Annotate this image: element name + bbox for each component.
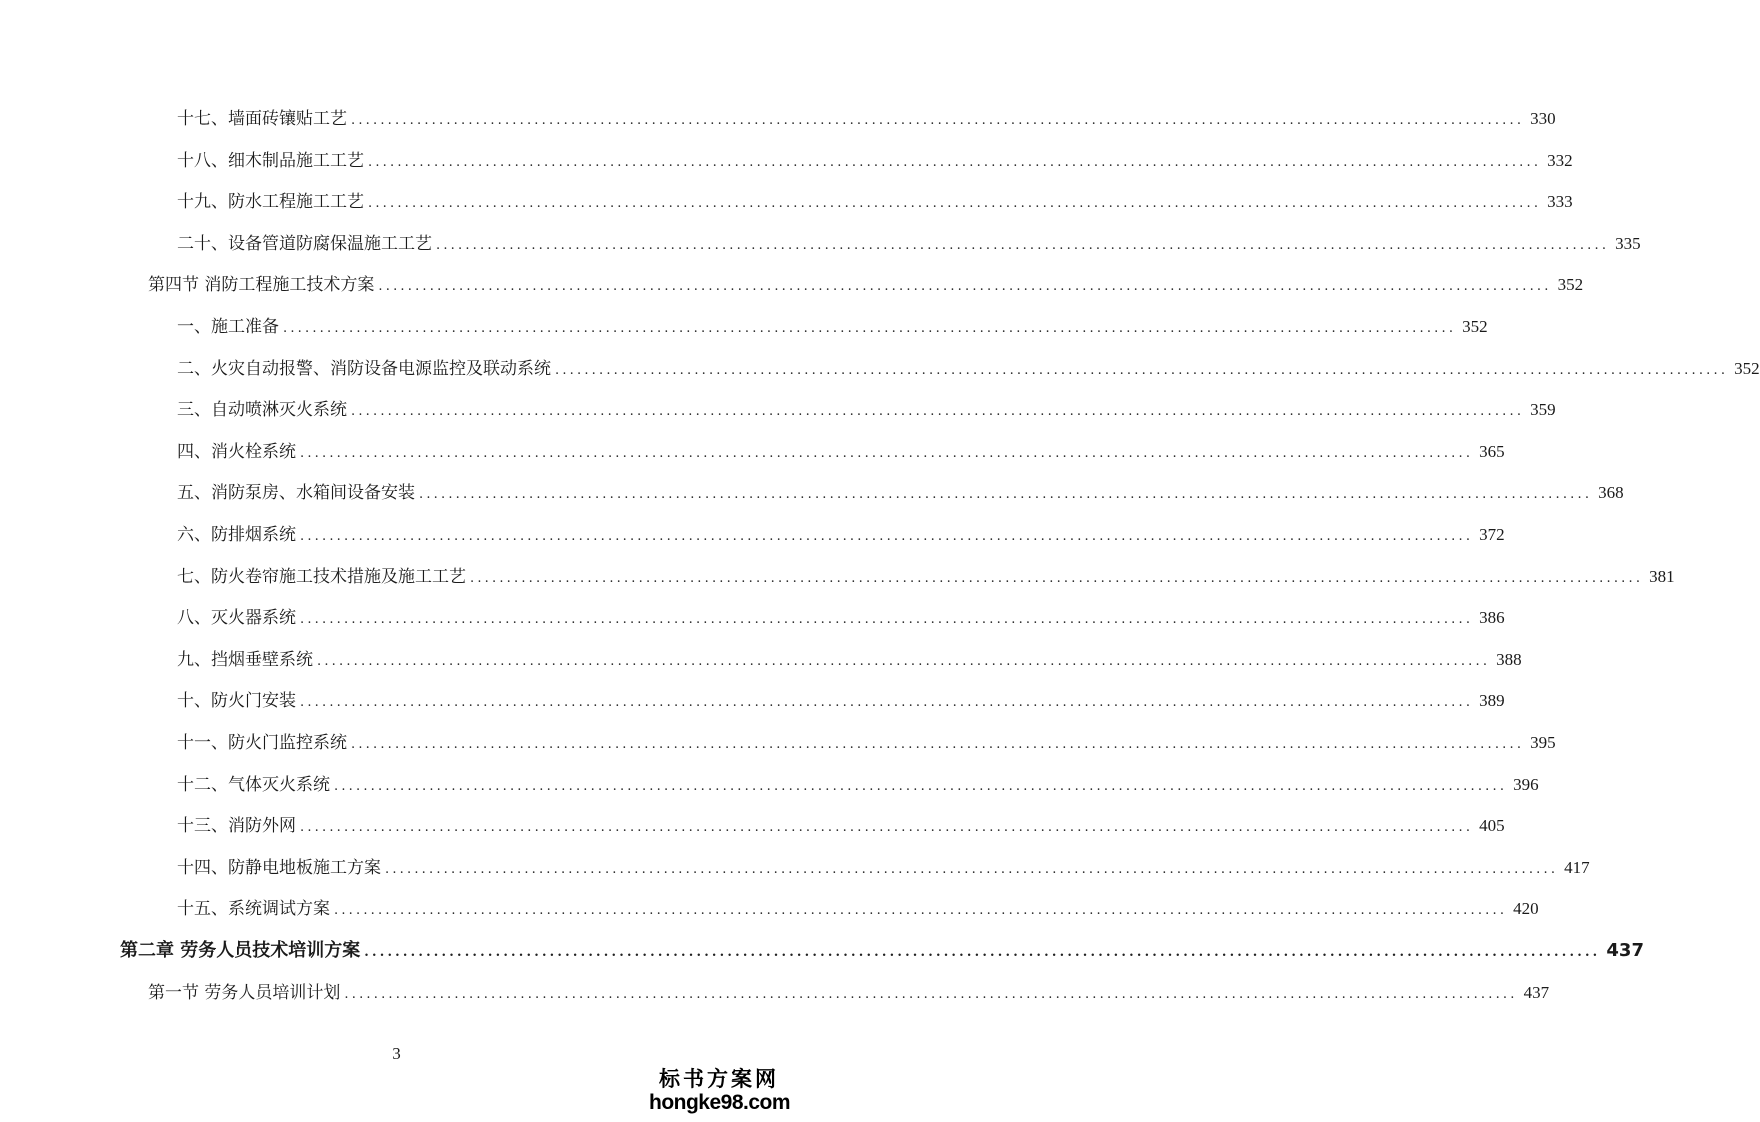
toc-entry[interactable] <box>177 727 1556 755</box>
toc-entry[interactable] <box>177 228 1641 256</box>
toc-entry[interactable] <box>177 685 1505 713</box>
toc-entry-page: 368 <box>1598 483 1624 502</box>
dot-leader: ................................................................................................................................................................ <box>300 820 1474 835</box>
toc-entry-title: 四、消火栓系统 <box>177 442 296 462</box>
dot-leader: ................................................................................................................................................................ <box>378 279 1552 294</box>
dot-leader: ................................................................................................................................................................ <box>317 654 1491 669</box>
toc-entry-page: 420 <box>1513 899 1539 918</box>
toc-entry-title: 五、消防泵房、水箱间设备安装 <box>177 483 415 503</box>
toc-entry[interactable] <box>177 519 1505 547</box>
dot-leader: ................................................................................................................................................................ <box>334 903 1508 918</box>
toc-entry-title: 十四、防静电地板施工方案 <box>177 858 381 878</box>
toc-entry-page: 437 <box>1606 940 1644 961</box>
dot-leader: ................................................................................................................................................................ <box>283 321 1457 336</box>
toc-entry-title: 二十、设备管道防腐保温施工工艺 <box>177 234 432 254</box>
toc-entry-title: 十一、防火门监控系统 <box>177 733 347 753</box>
toc-entry-title: 八、灭火器系统 <box>177 608 296 628</box>
toc-entry-title: 一、施工准备 <box>177 317 279 337</box>
page-number: 3 <box>392 1044 401 1063</box>
toc-entry[interactable] <box>177 145 1573 173</box>
toc-entry[interactable] <box>177 436 1505 464</box>
toc-entry-page: 396 <box>1513 775 1539 794</box>
toc-entry[interactable] <box>177 893 1539 921</box>
toc-entry-title: 十九、防水工程施工工艺 <box>177 192 364 212</box>
dot-leader: ................................................................................................................................................................ <box>368 196 1542 211</box>
toc-entry-page: 365 <box>1479 442 1505 461</box>
toc-entry-page: 372 <box>1479 525 1505 544</box>
toc-entry[interactable] <box>177 311 1488 339</box>
dot-leader: ................................................................................................................................................................ <box>364 945 1601 960</box>
toc-entry-title: 十七、墙面砖镶贴工艺 <box>177 109 347 129</box>
toc-entry[interactable] <box>177 561 1675 589</box>
toc-entry[interactable] <box>177 186 1573 214</box>
dot-leader: ................................................................................................................................................................ <box>351 113 1525 128</box>
toc-entry-page: 437 <box>1523 983 1550 1002</box>
toc-entry-page: 395 <box>1530 733 1556 752</box>
dot-leader: ................................................................................................................................................................ <box>300 612 1474 627</box>
toc-entry-page: 333 <box>1547 192 1573 211</box>
toc-entry-title: 十八、细木制品施工工艺 <box>177 151 364 171</box>
toc-entry[interactable] <box>177 394 1556 422</box>
toc-entry[interactable] <box>148 977 1550 1005</box>
toc-entry-title: 九、挡烟垂壁系统 <box>177 650 313 670</box>
watermark <box>649 1067 789 1115</box>
dot-leader: ................................................................................................................................................................ <box>351 404 1525 419</box>
toc-entry-title: 十五、系统调试方案 <box>177 899 330 919</box>
dot-leader: ................................................................................................................................................................ <box>436 238 1610 253</box>
toc-entry-page: 386 <box>1479 608 1505 627</box>
toc-entry[interactable] <box>177 644 1522 672</box>
toc-entry[interactable] <box>177 353 1760 381</box>
toc-entry-title: 三、自动喷淋灭火系统 <box>177 400 347 420</box>
dot-leader: ................................................................................................................................................................ <box>419 487 1593 502</box>
toc-entry[interactable] <box>177 103 1556 131</box>
toc-entry[interactable] <box>177 852 1590 880</box>
toc-entry-title: 七、防火卷帘施工技术措施及施工工艺 <box>177 567 466 587</box>
dot-leader: ................................................................................................................................................................ <box>470 571 1644 586</box>
toc-entry-page: 332 <box>1547 151 1573 170</box>
toc-entry-page: 359 <box>1530 400 1556 419</box>
toc-entry-title: 第四节 消防工程施工技术方案 <box>148 275 375 295</box>
toc-entry[interactable] <box>148 269 1584 297</box>
dot-leader: ................................................................................................................................................................ <box>385 862 1559 877</box>
toc-entry-title: 第二章 劳务人员技术培训方案 <box>120 940 361 961</box>
toc-entry-title: 十三、消防外网 <box>177 816 296 836</box>
toc-entry-page: 388 <box>1496 650 1522 669</box>
toc-entry[interactable] <box>177 602 1505 630</box>
toc-entry[interactable] <box>120 935 1644 963</box>
dot-leader: ................................................................................................................................................................ <box>334 779 1508 794</box>
dot-leader: ................................................................................................................................................................ <box>300 695 1474 710</box>
toc-entry[interactable] <box>177 769 1539 797</box>
dot-leader: ................................................................................................................................................................ <box>368 155 1542 170</box>
dot-leader: ................................................................................................................................................................ <box>351 737 1525 752</box>
toc-entry-title: 二、火灾自动报警、消防设备电源监控及联动系统 <box>177 359 551 379</box>
toc-entry-page: 352 <box>1557 275 1584 294</box>
dot-leader: ................................................................................................................................................................ <box>344 987 1518 1002</box>
toc-entry-page: 389 <box>1479 691 1505 710</box>
toc-entry[interactable] <box>177 477 1624 505</box>
watermark-url: hongke98.com <box>649 1091 791 1114</box>
dot-leader: ................................................................................................................................................................ <box>555 363 1729 378</box>
toc-entry-page: 352 <box>1734 359 1760 378</box>
toc-entry-title: 十、防火门安装 <box>177 691 296 711</box>
toc-entry-title: 六、防排烟系统 <box>177 525 296 545</box>
toc-entry-page: 405 <box>1479 816 1505 835</box>
toc-entry-page: 417 <box>1564 858 1590 877</box>
toc-entry-page: 330 <box>1530 109 1556 128</box>
toc-entry-title: 十二、气体灭火系统 <box>177 775 330 795</box>
dot-leader: ................................................................................................................................................................ <box>300 529 1474 544</box>
toc-entry-page: 381 <box>1649 567 1675 586</box>
toc-entry-page: 352 <box>1462 317 1488 336</box>
dot-leader: ................................................................................................................................................................ <box>300 446 1474 461</box>
toc-entry-title: 第一节 劳务人员培训计划 <box>148 983 341 1003</box>
toc-entry[interactable] <box>177 810 1505 838</box>
toc-entry-page: 335 <box>1615 234 1641 253</box>
watermark-name: 标书方案网 <box>659 1067 779 1091</box>
